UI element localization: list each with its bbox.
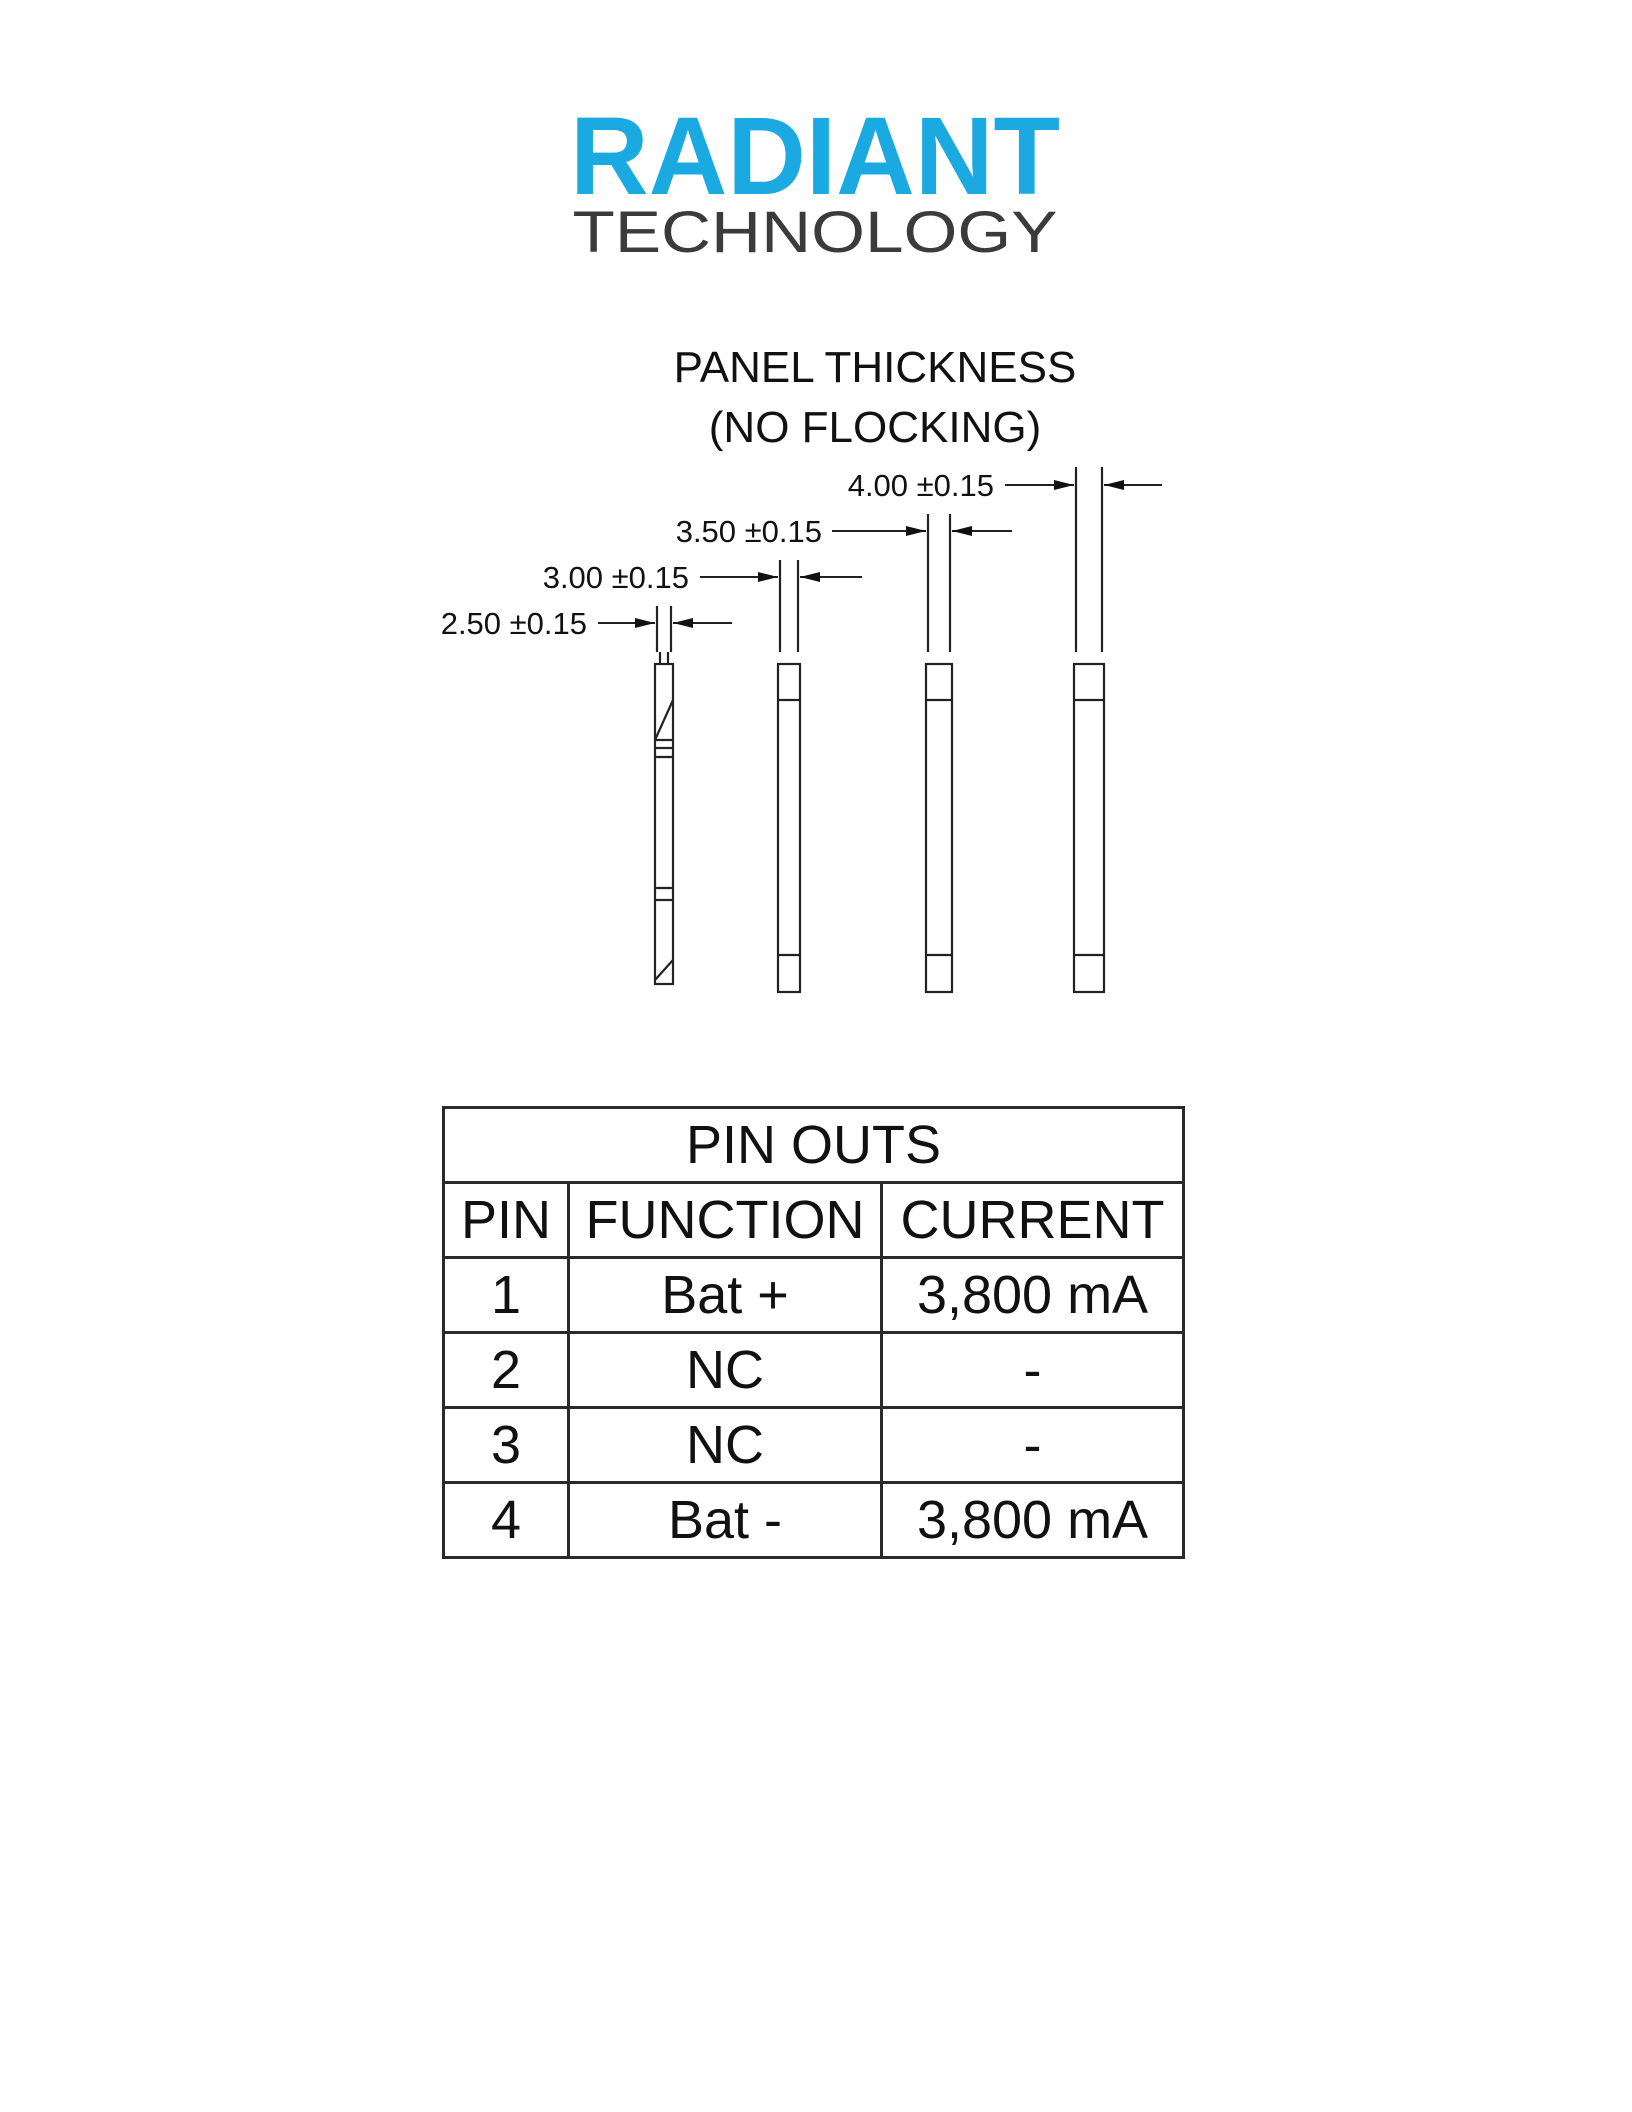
panel-4-00: [1074, 664, 1104, 992]
dimension-label-3-50: 3.50 ±0.15: [675, 514, 822, 549]
panel-thickness-drawing: [0, 0, 1632, 1010]
header-current: CURRENT: [882, 1183, 1184, 1258]
cell-current: -: [882, 1408, 1184, 1483]
cell-function: NC: [569, 1333, 882, 1408]
table-caption-row: [444, 1108, 1184, 1183]
cell-current: 3,800 mA: [882, 1258, 1184, 1333]
cell-current: -: [882, 1333, 1184, 1408]
header-function: FUNCTION: [569, 1183, 882, 1258]
cell-function: Bat -: [569, 1483, 882, 1558]
cell-current: 3,800 mA: [882, 1483, 1184, 1558]
dimension-label-4-00: 4.00 ±0.15: [847, 468, 994, 503]
table-header-row: [444, 1183, 1184, 1258]
table-row: [444, 1333, 1184, 1408]
pin-outs-table: [442, 1106, 1185, 1559]
cell-pin: 2: [444, 1333, 569, 1408]
logo-brand-top: RADIANT: [570, 112, 1060, 218]
header-pin: PIN: [444, 1183, 569, 1258]
cell-function: Bat +: [569, 1258, 882, 1333]
dimension-label-3-00: 3.00 ±0.15: [542, 560, 689, 595]
panel-2-50: [655, 652, 673, 984]
cell-pin: 1: [444, 1258, 569, 1333]
table-row: [444, 1258, 1184, 1333]
drawing-title-line1: PANEL THICKNESS: [673, 343, 1077, 392]
cell-pin: 3: [444, 1408, 569, 1483]
table-row: [444, 1408, 1184, 1483]
panel-3-50: [926, 664, 952, 992]
dimension-label-2-50: 2.50 ±0.15: [440, 606, 587, 641]
cell-function: NC: [569, 1408, 882, 1483]
drawing-title-line2: (NO FLOCKING): [708, 403, 1042, 452]
logo-brand-bottom: TECHNOLOGY: [572, 200, 1058, 262]
panel-3-00: [778, 664, 800, 992]
cell-pin: 4: [444, 1483, 569, 1558]
dimension-arrows: [598, 485, 1162, 623]
table-caption: PIN OUTS: [444, 1108, 1184, 1183]
table-row: [444, 1483, 1184, 1558]
